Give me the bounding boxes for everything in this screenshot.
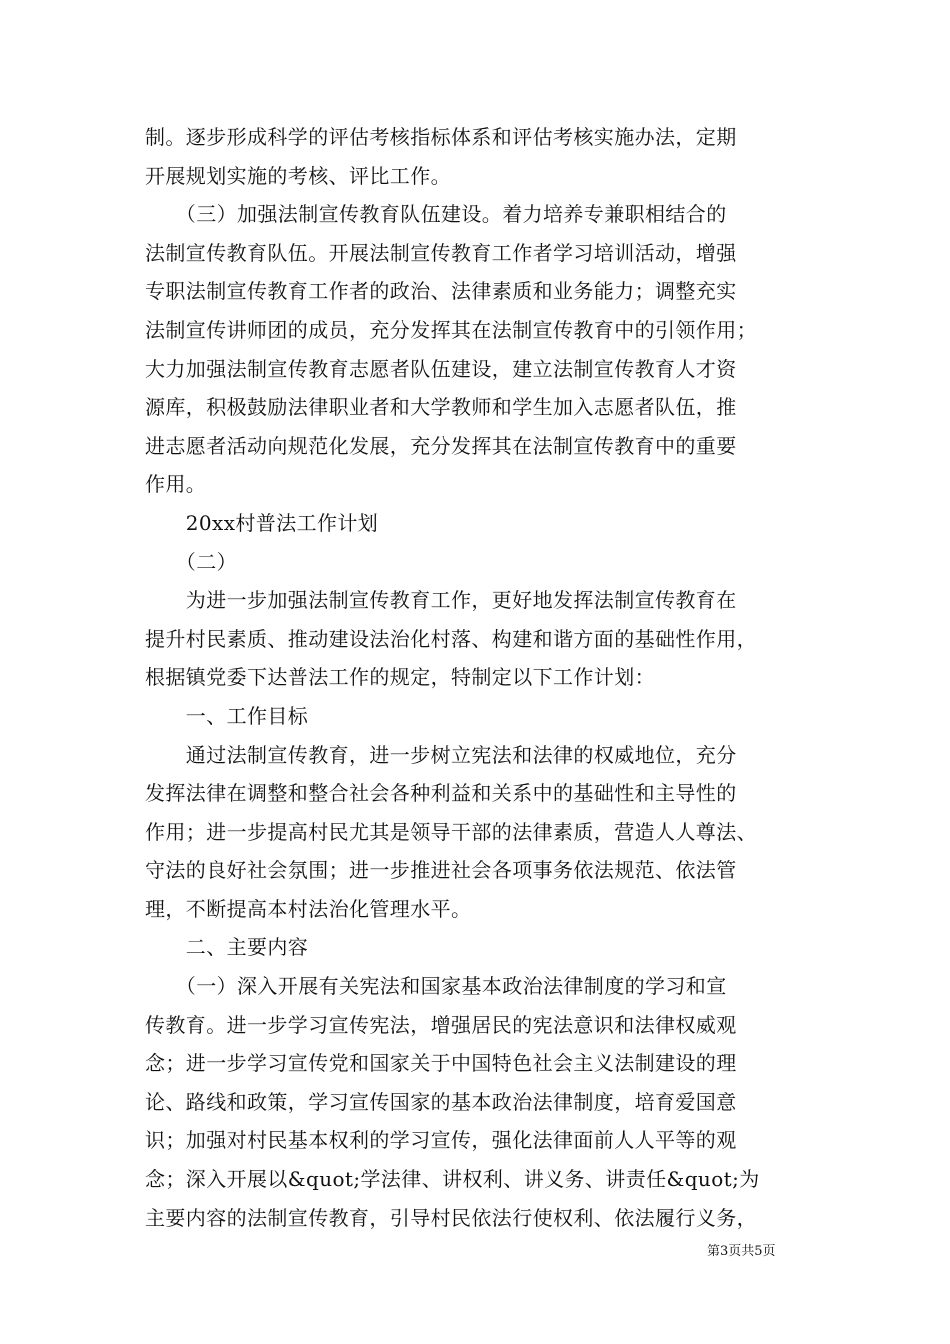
text-line: 大力加强法制宣传教育志愿者队伍建设，建立法制宣传教育人才资 bbox=[145, 356, 737, 381]
text-line: （三）加强法制宣传教育队伍建设。着力培养专兼职相结合的 bbox=[145, 202, 727, 227]
text-line: 作用；进一步提高村民尤其是领导干部的法律素质，营造人人尊法、 bbox=[145, 819, 757, 844]
text-line: 提升村民素质、推动建设法治化村落、构建和谐方面的基础性作用， bbox=[145, 626, 757, 651]
page-number-footer: 第3页共5页 bbox=[707, 1244, 776, 1259]
text-line: 念；进一步学习宣传党和国家关于中国特色社会主义法制建设的理 bbox=[145, 1051, 737, 1076]
text-line: 源库，积极鼓励法律职业者和大学教师和学生加入志愿者队伍，推 bbox=[145, 395, 737, 420]
heading-main-content: 二、主要内容 bbox=[145, 935, 309, 960]
text-line: 传教育。进一步学习宣传宪法，增强居民的宪法意识和法律权威观 bbox=[145, 1012, 737, 1037]
text-line: 根据镇党委下达普法工作的规定，特制定以下工作计划： bbox=[145, 665, 655, 690]
text-line: 念；深入开展以&quot;学法律、讲权利、讲义务、讲责任&quot;为 bbox=[145, 1167, 760, 1192]
text-line: 作用。 bbox=[145, 472, 207, 497]
text-line: 理，不断提高本村法治化管理水平。 bbox=[145, 896, 472, 921]
text-line: 进志愿者活动向规范化发展，充分发挥其在法制宣传教育中的重要 bbox=[145, 433, 737, 458]
text-line: 通过法制宣传教育，进一步树立宪法和法律的权威地位，充分 bbox=[145, 742, 737, 767]
body-text bbox=[145, 118, 810, 1237]
text-line: 发挥法律在调整和整合社会各种利益和关系中的基础性和主导性的 bbox=[145, 781, 737, 806]
heading-work-goals: 一、工作目标 bbox=[145, 703, 309, 728]
section-title: 20xx村普法工作计划 bbox=[145, 510, 379, 535]
text-line: 法制宣传讲师团的成员，充分发挥其在法制宣传教育中的引领作用； bbox=[145, 317, 757, 342]
text-line: 为进一步加强法制宣传教育工作，更好地发挥法制宣传教育在 bbox=[145, 588, 737, 613]
text-line: 专职法制宣传教育工作者的政治、法律素质和业务能力；调整充实 bbox=[145, 279, 737, 304]
section-subtitle: （二） bbox=[145, 549, 237, 574]
text-line: 论、路线和政策，学习宣传国家的基本政治法律制度，培育爱国意 bbox=[145, 1089, 737, 1114]
text-line: 守法的良好社会氛围；进一步推进社会各项事务依法规范、依法管 bbox=[145, 858, 737, 883]
text-line: 识；加强对村民基本权利的学习宣传，强化法律面前人人平等的观 bbox=[145, 1128, 737, 1153]
text-line: 主要内容的法制宣传教育，引导村民依法行使权利、依法履行义务， bbox=[145, 1205, 757, 1230]
text-line: 开展规划实施的考核、评比工作。 bbox=[145, 163, 451, 188]
text-line: 法制宣传教育队伍。开展法制宣传教育工作者学习培训活动，增强 bbox=[145, 240, 737, 265]
text-line: 制。逐步形成科学的评估考核指标体系和评估考核实施办法，定期 bbox=[145, 125, 737, 149]
text-line: （一）深入开展有关宪法和国家基本政治法律制度的学习和宣 bbox=[145, 974, 727, 999]
